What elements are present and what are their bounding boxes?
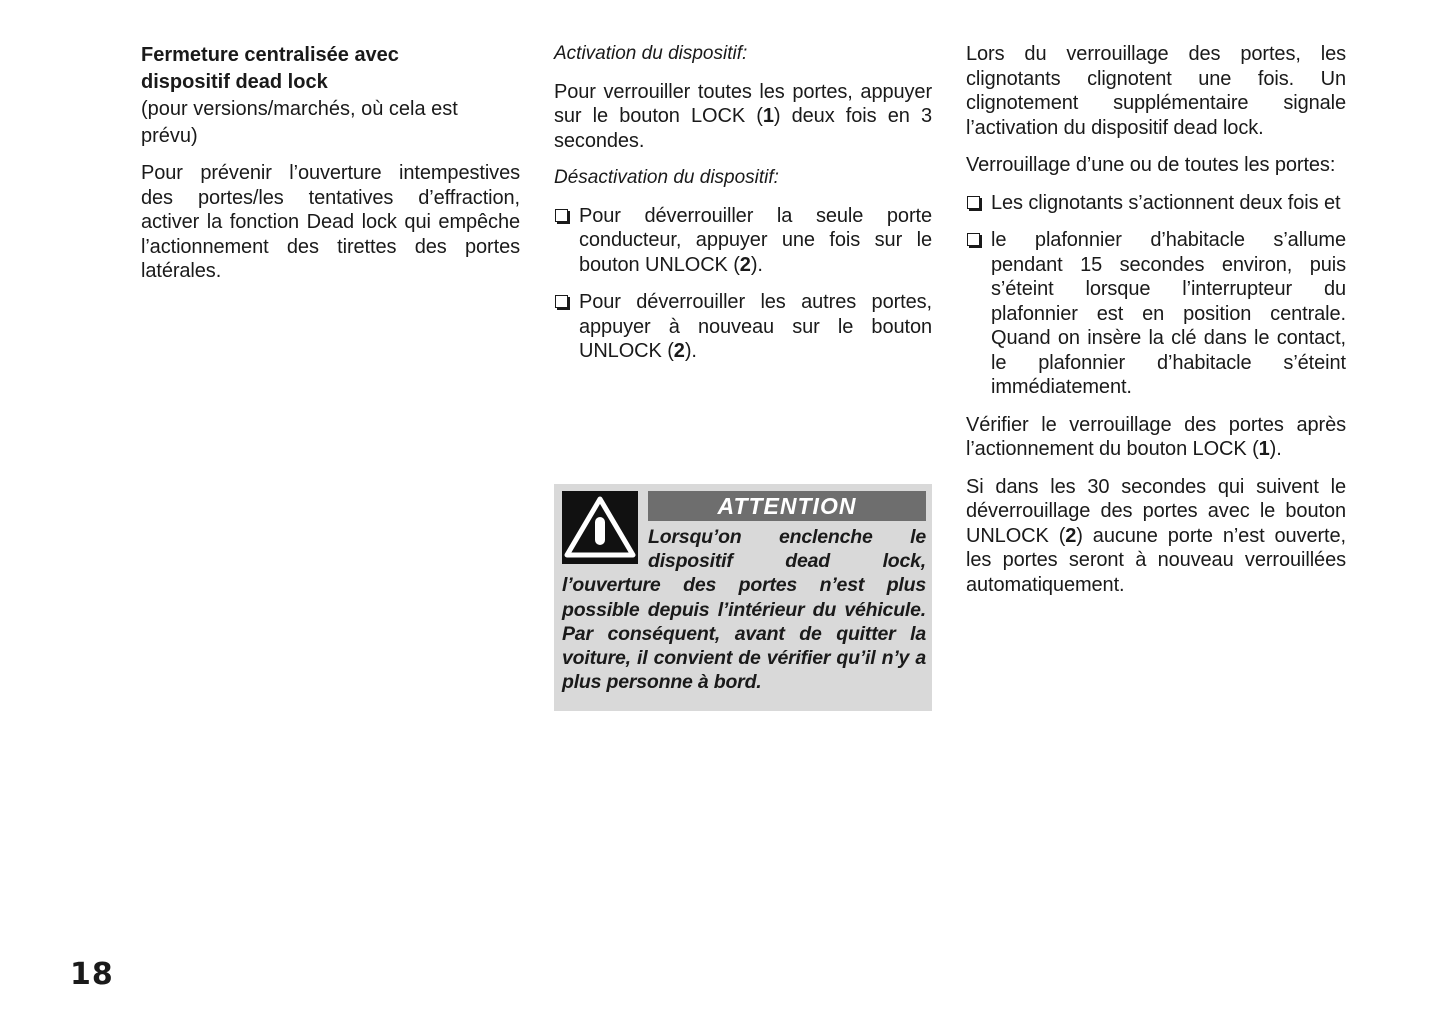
unlock-button-ref: 2 (673, 340, 685, 362)
unlock-button-ref: 2 (1065, 524, 1077, 547)
heading-line-1: Fermeture centralisée avec (141, 44, 399, 66)
intro-paragraph: Pour prévenir l’ouverture intempestives des portes/les tentatives d’effraction, activer la fonction Dead lock qui empêche l’actionnement des tirettes des portes latérales. (141, 162, 520, 282)
attention-text: Lorsqu’on enclenche le dispositif dead lock, l’ouverture des portes n’est plus possible depuis l’intérieur du véhicule. Par conséquent, avant de quitter la voiture, il convient de vérifier qu’il n’y a plus personne à bord. (562, 526, 926, 694)
section-subheading: (pour versions/marchés, où cela est prévu) (141, 98, 458, 147)
attention-title: ATTENTION (648, 491, 926, 521)
heading-line-2: dispositif dead lock (141, 71, 328, 93)
lock-button-ref: 1 (1258, 438, 1270, 460)
list-item (554, 290, 932, 364)
list-item (554, 204, 932, 278)
checkbox-bullet-icon (555, 295, 568, 308)
column-left (141, 42, 520, 297)
deactivation-label: Désactivation du dispositif: (554, 167, 779, 188)
column-middle (554, 42, 932, 377)
verify-text-b: ). (1269, 438, 1282, 460)
attention-box (554, 484, 932, 711)
relock-text-a: Si dans les 30 secondes qui suivent le déverrouillage des portes avec le bouton UNLOCK ( (966, 475, 1346, 547)
paragraph-locking: Verrouillage d’une ou de toutes les portes: (966, 154, 1336, 176)
list-item (966, 228, 1346, 400)
checkbox-bullet-icon (967, 233, 980, 246)
column-right (966, 42, 1346, 610)
activation-text-a: Pour verrouiller toutes les portes, appuyer sur le bouton LOCK ( (554, 80, 932, 127)
attention-text-block (562, 525, 926, 694)
bullet-text: Les clignotants s’actionnent deux fois et (991, 191, 1341, 214)
bullet-text: le plafonnier d’habitacle s’allume pendant 15 secondes environ, puis s’éteint lorsque l’interrupteur du plafonnier est en position centrale. Quand on insère la clé dans le contact, le plafonnier d’habitacle s’éteint immédiatement. (991, 229, 1346, 398)
bullet-text-a: Pour déverrouiller les autres portes, appuyer à nouveau sur le bouton UNLOCK ( (579, 291, 932, 362)
lock-button-ref: 1 (762, 105, 774, 127)
bullet-text-a: Pour déverrouiller la seule porte conducteur, appuyer une fois sur le bouton UNLOCK ( (579, 204, 932, 276)
activation-text-b: ) deux fois en 3 secondes. (554, 105, 932, 152)
unlock-button-ref: 2 (739, 253, 751, 276)
bullet-text-b: ). (684, 340, 697, 362)
checkbox-bullet-icon (555, 209, 568, 222)
paragraph-verify (966, 413, 1346, 462)
section-heading (141, 42, 520, 96)
bullet-text-b: ). (750, 253, 763, 276)
relock-text-b: ) aucune porte n’est ouverte, les portes seront à nouveau verrouillées automatiquement. (966, 524, 1346, 596)
paragraph-auto-relock (966, 475, 1346, 598)
list-item (966, 191, 1346, 216)
activation-label: Activation du dispositif: (554, 43, 748, 64)
page-number: 18 (70, 957, 114, 992)
verify-text-a: Vérifier le verrouillage des portes après l’actionnement du bouton LOCK ( (966, 413, 1346, 460)
activation-paragraph (554, 80, 932, 154)
paragraph-flashing: Lors du verrouillage des portes, les clignotants clignotent une fois. Un clignotement supplémentaire signale l’activation du dispositif dead lock. (966, 43, 1346, 139)
checkbox-bullet-icon (967, 196, 980, 209)
